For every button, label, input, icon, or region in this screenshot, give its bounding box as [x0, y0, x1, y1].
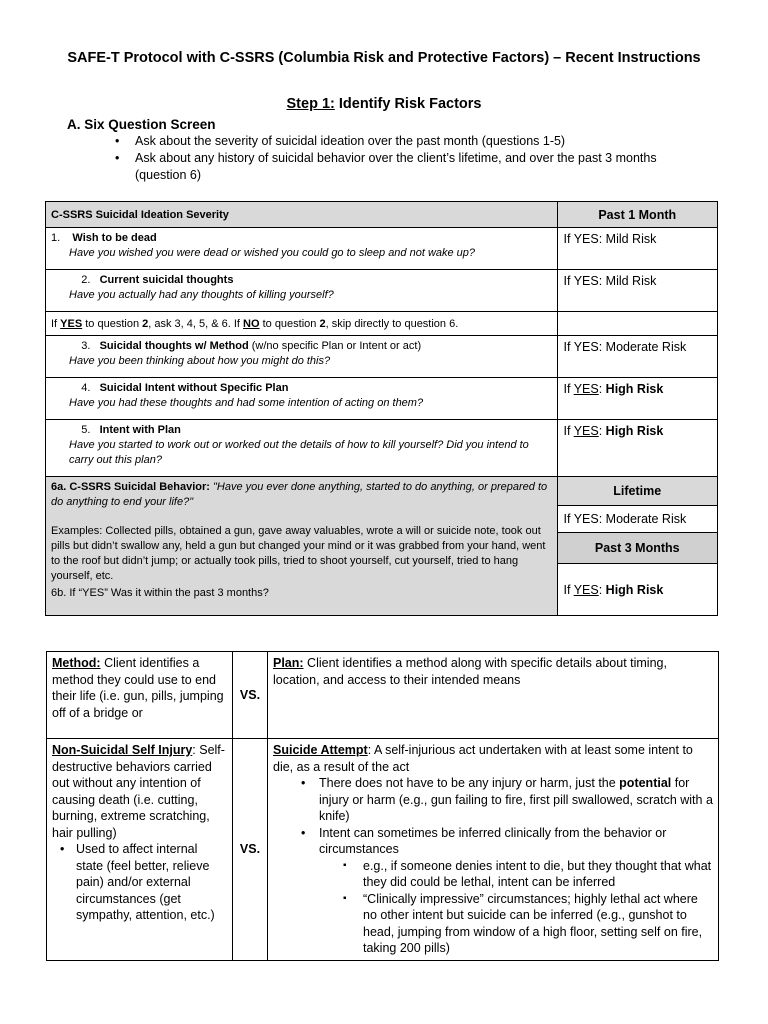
question-6: [46, 477, 558, 616]
attempt-text: : A self-injurious act undertaken with at least some intent to die, as a result of the act: [273, 743, 693, 774]
attempt-bullet: • There does not have to be any injury or harm, just the potential for injury or harm (e.g., gun failing to fire, first pill swallowed, scratch with a knife): [273, 775, 713, 825]
attempt-sub-bullet: ▪ e.g., if someone denies intent to die, but they thought that what they did could be lethal, intent can be inferred: [273, 858, 713, 891]
plan-text: Client identifies a method along with specific details about timing, location, and access to their intended means: [273, 656, 667, 687]
skip-instruction: If YES to question 2, ask 3, 4, 5, & 6. If NO to question 2, skip directly to question 6.: [46, 312, 558, 336]
method-text: Client identifies a method they could use to end their life (i.e. gun, pills, jumping off of a bridge or: [52, 656, 224, 720]
q2-question: Have you actually had any thoughts of killing yourself?: [69, 289, 334, 301]
step-heading: [0, 96, 768, 112]
cssrs-table: [45, 201, 718, 616]
page-title: SAFE-T Protocol with C-SSRS (Columbia Risk and Protective Factors) – Recent Instructions: [67, 50, 701, 66]
question-1: [46, 228, 558, 270]
q4-title: Suicidal Intent without Specific Plan: [99, 382, 289, 394]
q5-title: Intent with Plan: [99, 424, 181, 436]
question-4: [46, 378, 558, 420]
section-a-heading: A. Six Question Screen: [67, 117, 216, 132]
step-label: Step 1:: [286, 96, 335, 112]
attempt-label: Suicide Attempt: [273, 743, 368, 757]
q4-number: 4.: [81, 382, 91, 394]
nssi-definition: [47, 739, 233, 961]
q2-number: 2.: [81, 274, 91, 286]
question-5: [46, 420, 558, 477]
question-2: [46, 270, 558, 312]
plan-definition: [268, 652, 719, 739]
question-3: [46, 336, 558, 378]
q1-number: 1.: [51, 232, 61, 244]
q1-result: If YES: Mild Risk: [557, 228, 718, 270]
q3-number: 3.: [81, 340, 91, 352]
q1-title: Wish to be dead: [72, 232, 157, 244]
method-definition: [47, 652, 233, 739]
q1-question: Have you wished you were dead or wished you could go to sleep and not wake up?: [69, 247, 476, 259]
cssrs-header: C-SSRS Suicidal Ideation Severity: [46, 202, 558, 228]
past-month-header: Past 1 Month: [557, 202, 718, 228]
q3-question: Have you been thinking about how you might do this?: [69, 355, 331, 367]
nssi-bullet: • Used to affect internal state (feel better, relieve pain) and/or external circumstances (get sympathy, attention, etc.): [52, 841, 227, 924]
q6-title: 6a. C-SSRS Suicidal Behavior:: [51, 481, 210, 493]
lifetime-result: If YES: Moderate Risk: [557, 506, 718, 533]
q6b-question: 6b. If “YES” Was it within the past 3 months?: [51, 587, 269, 599]
nssi-label: Non-Suicidal Self Injury: [52, 743, 193, 757]
definitions-table: [46, 651, 719, 961]
q4-result: If YES: High Risk: [557, 378, 718, 420]
instruction-item: • Ask about any history of suicidal behavior over the client’s lifetime, and over the past 3 months (question 6): [115, 150, 705, 184]
method-label: Method:: [52, 656, 101, 670]
attempt-sub-bullet: ▪ “Clinically impressive” circumstances; highly lethal act where no other intent but suicide can be inferred (e.g., gunshot to head, jumping from window of a high floor, setting self on fire, taking 200 pills): [273, 891, 713, 957]
vs-label: VS.: [233, 652, 268, 739]
q6-examples: Examples: Collected pills, obtained a gun, gave away valuables, wrote a will or suicide note, took out pills but didn’t swallow any, held a gun but changed your mind or it was grabbed from your hand, went to the roof but didn’t jump; or actually took pills, tried to shoot yourself, cut yourself, tried to hang yourself, etc.: [51, 525, 546, 582]
q4-question: Have you had these thoughts and had some intention of acting on them?: [69, 397, 424, 409]
q2-result: If YES: Mild Risk: [557, 270, 718, 312]
vs-label: VS.: [233, 739, 268, 961]
step-text: Identify Risk Factors: [334, 96, 482, 112]
plan-label: Plan:: [273, 656, 304, 670]
instruction-list: [115, 133, 705, 184]
attempt-sublist: [273, 858, 713, 957]
q5-result: If YES: High Risk: [557, 420, 718, 477]
attempt-list: [273, 775, 713, 858]
q3-extra: (w/no specific Plan or Intent or act): [248, 340, 422, 352]
nssi-text: : Self-destructive behaviors carried out without any intention of causing death (i.e. cutting, burning, extreme scratching, hair pulling): [52, 743, 225, 840]
instruction-item: • Ask about the severity of suicidal ideation over the past month (questions 1-5): [115, 133, 705, 150]
q6-question: "Have you ever done anything, started to do anything, or prepared to do anything to end your life?": [51, 481, 548, 508]
past-3-months-result: If YES: High Risk: [557, 564, 718, 616]
q3-title: Suicidal thoughts w/ Method: [99, 340, 249, 352]
q2-title: Current suicidal thoughts: [99, 274, 234, 286]
past-3-months-header: Past 3 Months: [557, 533, 718, 564]
attempt-bullet: • Intent can sometimes be inferred clinically from the behavior or circumstances: [273, 825, 713, 858]
q3-result: If YES: Moderate Risk: [557, 336, 718, 378]
q5-number: 5.: [81, 424, 91, 436]
attempt-definition: [268, 739, 719, 961]
skip-empty-cell: [557, 312, 718, 336]
lifetime-header: Lifetime: [557, 477, 718, 506]
q5-question: Have you started to work out or worked out the details of how to kill yourself? Did you intend to carry out this plan?: [69, 439, 529, 466]
nssi-list: [52, 841, 227, 924]
